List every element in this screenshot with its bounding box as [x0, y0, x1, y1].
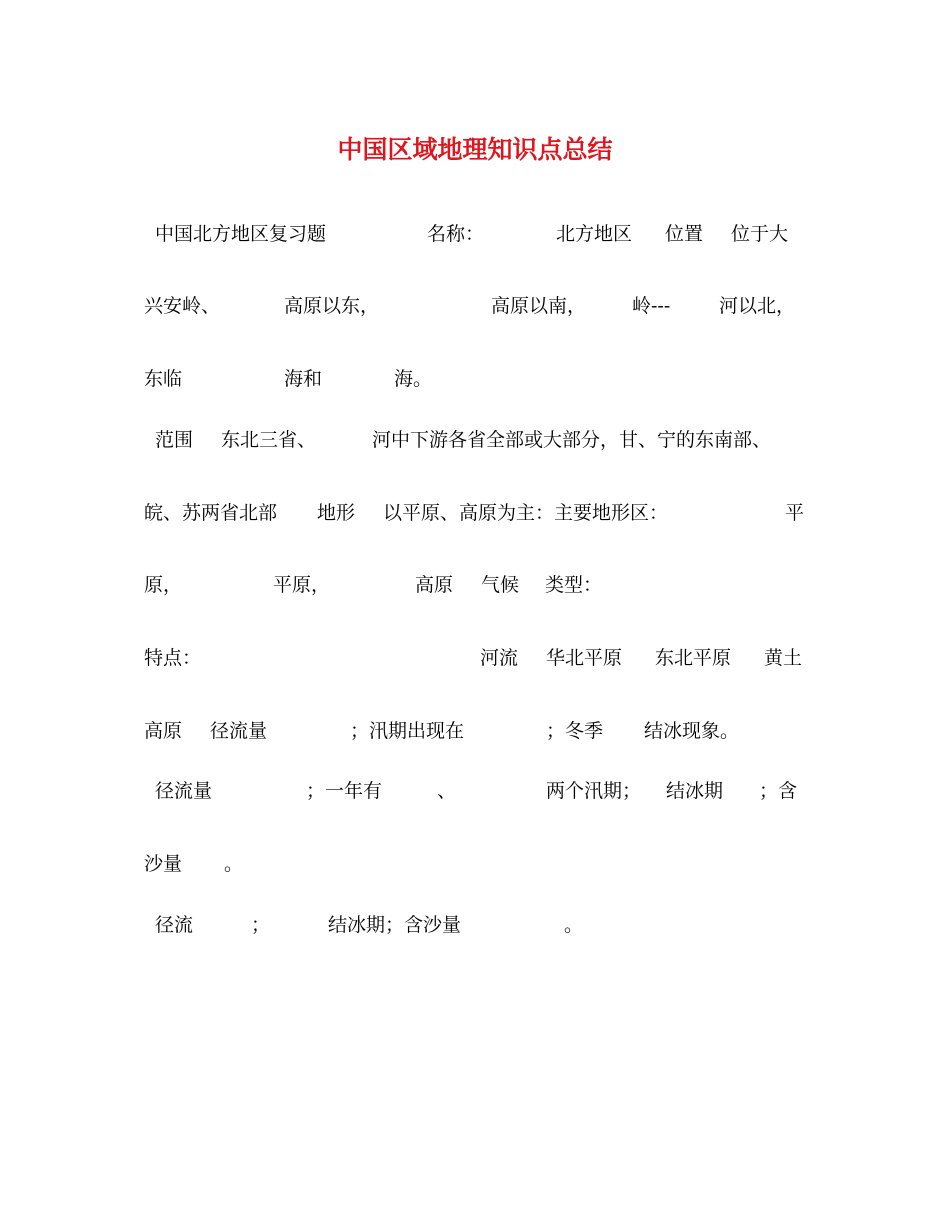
text-segment: ；冬季 [546, 720, 604, 742]
text-segment: 海。 [394, 368, 433, 390]
document-title: 中国区域地理知识点总结 [337, 135, 613, 164]
text-segment: 气候 [481, 574, 520, 596]
text-segment: 原， [144, 574, 183, 596]
text-segment: 范围 [155, 429, 194, 451]
text-segment: 平原， [273, 574, 331, 596]
text-segment: 河中下游各省全部或大部分，甘、宁的东南部、 [372, 429, 772, 451]
text-segment: 海和 [284, 368, 323, 390]
text-segment: 名称： [427, 223, 485, 245]
text-segment: 河以北， [719, 295, 796, 317]
text-segment: 位置 [665, 223, 704, 245]
text-segment: 岭--- [632, 295, 671, 317]
text-line-10 [144, 847, 824, 881]
text-segment: 结冰现象。 [644, 720, 740, 742]
text-segment: 特点： [144, 647, 202, 669]
text-segment: 北方地区 [556, 223, 633, 245]
text-line-8 [144, 714, 824, 748]
text-segment: 高原以东， [284, 295, 380, 317]
text-segment: 兴安岭、 [144, 295, 221, 317]
text-segment: 结冰期 [666, 780, 724, 802]
text-line-5 [144, 496, 824, 530]
text-segment: ； [251, 914, 271, 936]
text-segment: 河流 [480, 647, 519, 669]
text-segment: 径流量 [155, 780, 213, 802]
text-line-4 [144, 423, 824, 457]
text-segment: 中国北方地区复习题 [155, 223, 327, 245]
text-line-1 [144, 217, 824, 251]
text-segment: 高原以南， [491, 295, 587, 317]
text-segment: 位于大 [731, 223, 789, 245]
text-line-11 [144, 908, 824, 942]
text-line-7 [144, 641, 824, 675]
text-segment: 沙量 [144, 853, 183, 875]
text-segment: ；一年有 [306, 780, 383, 802]
text-segment: 高原 [144, 720, 183, 742]
text-segment: 平 [785, 502, 805, 524]
text-segment: 高原 [415, 574, 454, 596]
text-segment: 径流量 [210, 720, 268, 742]
text-segment: 东北三省、 [221, 429, 317, 451]
text-segment: 黄土 [764, 647, 803, 669]
text-segment: 结冰期；含沙量 [328, 914, 462, 936]
text-segment: ；含 [759, 780, 798, 802]
text-line-6 [144, 568, 824, 602]
text-segment: 类型： [545, 574, 603, 596]
text-segment: 地形 [317, 502, 356, 524]
text-segment: ；汛期出现在 [350, 720, 465, 742]
text-segment: 径流 [155, 914, 194, 936]
text-segment: 华北平原 [546, 647, 623, 669]
text-line-3 [144, 362, 824, 396]
text-line-2 [144, 289, 824, 323]
text-segment: 以平原、高原为主：主要地形区： [383, 502, 669, 524]
text-segment: 东北平原 [655, 647, 732, 669]
text-line-9 [144, 774, 824, 808]
text-segment: 皖、苏两省北部 [144, 502, 278, 524]
text-segment: 。 [224, 853, 244, 875]
text-segment: 、 [437, 780, 457, 802]
text-segment: 。 [564, 914, 584, 936]
text-segment: 东临 [144, 368, 183, 390]
text-segment: 两个汛期； [546, 780, 642, 802]
